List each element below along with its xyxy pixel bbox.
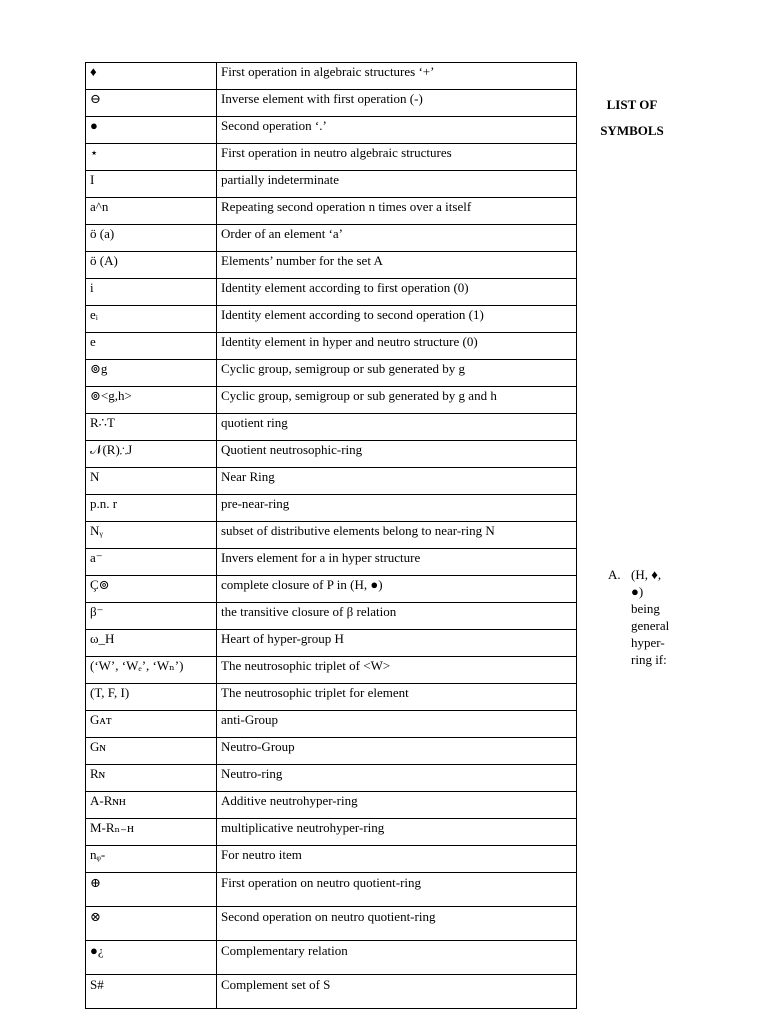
symbol-cell: M-Rₙ₋ʜ (86, 819, 217, 846)
symbol-table (85, 62, 577, 1009)
meaning-cell: Quotient neutrosophic-ring (217, 441, 577, 468)
meaning-cell: Inverse element with first operation (-) (217, 90, 577, 117)
meaning-cell: subset of distributive elements belong to near-ring N (217, 522, 577, 549)
table-row (86, 387, 577, 414)
meaning-cell: First operation in neutro algebraic structures (217, 144, 577, 171)
meaning-cell: Order of an element ‘a’ (217, 225, 577, 252)
table-row (86, 873, 577, 907)
symbol-cell: ●¿ (86, 941, 217, 975)
meaning-cell: Neutro-Group (217, 738, 577, 765)
table-row (86, 549, 577, 576)
table-row (86, 279, 577, 306)
symbol-cell: (‘W’, ‘Wₑ’, ‘Wₙ’) (86, 657, 217, 684)
meaning-cell: Cyclic group, semigroup or sub generated by g and h (217, 387, 577, 414)
symbol-cell: ⊕ (86, 873, 217, 907)
table-row (86, 90, 577, 117)
symbol-cell: I (86, 171, 217, 198)
list-of-symbols-heading (592, 92, 672, 144)
symbol-cell: A-Rɴʜ (86, 792, 217, 819)
symbol-cell: ● (86, 117, 217, 144)
meaning-cell: Identity element according to first operation (0) (217, 279, 577, 306)
meaning-cell: Complement set of S (217, 975, 577, 1009)
table-row (86, 468, 577, 495)
meaning-cell: anti-Group (217, 711, 577, 738)
table-row (86, 576, 577, 603)
table-row (86, 941, 577, 975)
symbol-cell: β⁻ (86, 603, 217, 630)
meaning-cell: complete closure of P in (H, ●) (217, 576, 577, 603)
meaning-cell: Neutro-ring (217, 765, 577, 792)
table-row (86, 414, 577, 441)
symbol-cell: Gᴀᴛ (86, 711, 217, 738)
meaning-cell: Second operation ‘.’ (217, 117, 577, 144)
table-row (86, 252, 577, 279)
side-note (608, 566, 678, 668)
table-row (86, 630, 577, 657)
meaning-cell: quotient ring (217, 414, 577, 441)
symbol-cell: R∴T (86, 414, 217, 441)
symbol-cell: N (86, 468, 217, 495)
table-row (86, 738, 577, 765)
symbol-cell: a⁻ (86, 549, 217, 576)
side-note-line: hyper- (631, 635, 665, 650)
symbol-cell: (T, F, I) (86, 684, 217, 711)
meaning-cell: the transitive closure of β relation (217, 603, 577, 630)
meaning-cell: Second operation on neutro quotient-ring (217, 907, 577, 941)
symbol-cell: ö (A) (86, 252, 217, 279)
table-row (86, 117, 577, 144)
meaning-cell: partially indeterminate (217, 171, 577, 198)
symbol-cell: ⊚g (86, 360, 217, 387)
meaning-cell: Elements’ number for the set A (217, 252, 577, 279)
table-row (86, 144, 577, 171)
meaning-cell: Heart of hyper-group H (217, 630, 577, 657)
symbol-cell: Rɴ (86, 765, 217, 792)
table-row (86, 495, 577, 522)
meaning-cell: Complementary relation (217, 941, 577, 975)
meaning-cell: The neutrosophic triplet for element (217, 684, 577, 711)
meaning-cell: Additive neutrohyper-ring (217, 792, 577, 819)
meaning-cell: Repeating second operation n times over a itself (217, 198, 577, 225)
table-row (86, 907, 577, 941)
symbol-cell: Ç⊚ (86, 576, 217, 603)
symbol-cell: 𝒩(R)∴J (86, 441, 217, 468)
symbol-cell: Nᵧ (86, 522, 217, 549)
meaning-cell: multiplicative neutrohyper-ring (217, 819, 577, 846)
symbol-cell: S# (86, 975, 217, 1009)
meaning-cell: Identity element according to second operation (1) (217, 306, 577, 333)
meaning-cell: For neutro item (217, 846, 577, 873)
table-row (86, 306, 577, 333)
table-row (86, 522, 577, 549)
table-row (86, 171, 577, 198)
side-note-line: ring if: (631, 652, 667, 667)
table-row (86, 657, 577, 684)
meaning-cell: Identity element in hyper and neutro structure (0) (217, 333, 577, 360)
symbol-cell: e (86, 333, 217, 360)
symbol-cell: ⊚<g,h> (86, 387, 217, 414)
meaning-cell: Cyclic group, semigroup or sub generated by g (217, 360, 577, 387)
symbol-cell: ö (a) (86, 225, 217, 252)
table-row (86, 225, 577, 252)
meaning-cell: The neutrosophic triplet of <W> (217, 657, 577, 684)
meaning-cell: pre-near-ring (217, 495, 577, 522)
meaning-cell: Invers element for a in hyper structure (217, 549, 577, 576)
table-row (86, 684, 577, 711)
heading-line-1: LIST OF (606, 97, 658, 112)
table-row (86, 792, 577, 819)
side-note-line: ●) (631, 584, 644, 599)
table-row (86, 603, 577, 630)
symbol-cell: p.n. r (86, 495, 217, 522)
table-row (86, 441, 577, 468)
symbol-cell: nᵩ- (86, 846, 217, 873)
table-row (86, 975, 577, 1009)
symbol-cell: ⊗ (86, 907, 217, 941)
table-row (86, 819, 577, 846)
symbol-cell: Gɴ (86, 738, 217, 765)
table-row (86, 765, 577, 792)
symbol-cell: i (86, 279, 217, 306)
table-row (86, 846, 577, 873)
side-note-body (631, 566, 678, 668)
symbol-cell: eᵢ (86, 306, 217, 333)
meaning-cell: First operation on neutro quotient-ring (217, 873, 577, 907)
symbol-cell: ⋆ (86, 144, 217, 171)
meaning-cell: First operation in algebraic structures ‘+’ (217, 63, 577, 90)
symbol-cell: a^n (86, 198, 217, 225)
side-note-line: being (631, 601, 660, 616)
table-row (86, 198, 577, 225)
symbol-cell: ⊖ (86, 90, 217, 117)
side-note-line: (H, ♦, (631, 567, 662, 582)
symbol-cell: ♦ (86, 63, 217, 90)
table-row (86, 63, 577, 90)
meaning-cell: Near Ring (217, 468, 577, 495)
side-note-line: general (631, 618, 670, 633)
table-row (86, 711, 577, 738)
table-row (86, 333, 577, 360)
table-row (86, 360, 577, 387)
symbol-cell: ω_H (86, 630, 217, 657)
heading-line-2: SYMBOLS (600, 123, 664, 138)
side-note-marker: A. (608, 567, 621, 582)
